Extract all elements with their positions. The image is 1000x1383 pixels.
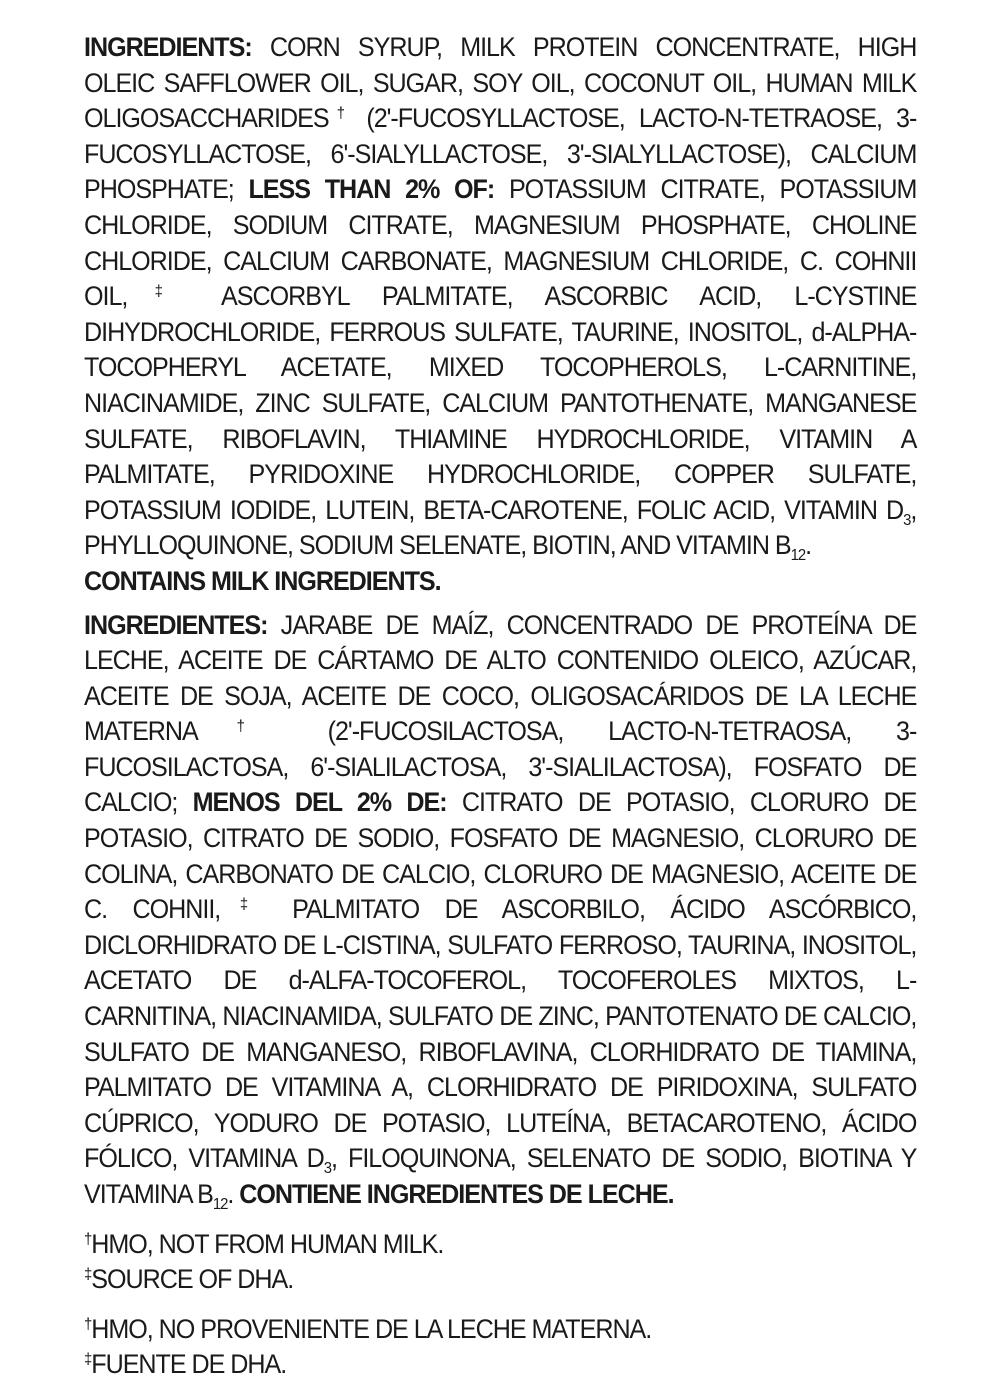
ingredients-text-en-1: CORN SYRUP, MILK PROTEIN CONCENTRATE, HIGH OLEIC SAFFLOWER OIL, SUGAR, SOY OIL, COCONUT OIL, HUMAN MILK OLIGOSACCHARIDES: [84, 32, 917, 134]
ingredients-text-es-2: (2'-FUCOSILACTOSA, LACTO-N-TETRAOSA, 3-FUCOSILACTOSA, 6'-SIALILACTOSA, 3'-SIALILACTOSA), FOSFATO DE CALCIO;: [84, 716, 917, 818]
double-dagger-mark: ‡: [84, 1266, 92, 1284]
footnote-hmo-es-text: HMO, NO PROVENIENTE DE LA LECHE MATERNA.: [91, 1313, 652, 1344]
ingredients-text-en-4: ASCORBYL PALMITATE, ASCORBIC ACID, L-CYSTINE DIHYDROCHLORIDE, FERROUS SULFATE, TAURINE, INOSITOL, d-ALPHA-TOCOPHERYL ACETATE, MIXED TOCOPHEROLS, L-CARNITINE, NIACINAMIDE, ZINC SULFATE, CALCIUM PANTOTHENATE, MANGANESE SULFATE, RIBOFLAVIN, THIAMINE HYDROCHLORIDE, VITAMIN A PALMITATE, PYRIDOXINE HYDROCHLORIDE, COPPER SULFATE, POTASSIUM IODIDE, LUTEIN, BETA-CAROTENE, FOLIC ACID, VITAMIN D: [84, 281, 917, 525]
ingredients-spanish-paragraph: [84, 608, 916, 1213]
ingredients-text-en-3: POTASSIUM CITRATE, POTASSIUM CHLORIDE, SODIUM CITRATE, MAGNESIUM PHOSPHATE, CHOLINE CHLORIDE, CALCIUM CARBONATE, MAGNESIUM CHLORIDE, C. COHNII OIL,: [84, 174, 917, 312]
ingredients-text-es-6: .: [227, 1179, 240, 1209]
subscript-3: 3: [903, 511, 911, 529]
footnotes-spanish: [84, 1312, 916, 1383]
ingredients-text-en-2: (2'-FUCOSYLLACTOSE, LACTO-N-TETRAOSE, 3-FUCOSYLLACTOSE, 6'-SIALYLLACTOSE, 3'-SIALYLLACTOSE), CALCIUM PHOSPHATE;: [84, 103, 917, 205]
footnote-hmo-en-text: HMO, NOT FROM HUMAN MILK.: [91, 1228, 444, 1259]
footnote-dha-en: [84, 1262, 916, 1298]
ingredients-text-es-4: PALMITATO DE ASCORBILO, ÁCIDO ASCÓRBICO, DICLORHIDRATO DE L-CISTINA, SULFATO FERROSO, TAURINA, INOSITOL, ACETATO DE d-ALFA-TOCOFEROL, TOCOFEROLES MIXTOS, L-CARNITINA, NIACINAMIDA, SULFATO DE ZINC, PANTOTENATO DE CALCIO, SULFATO DE MANGANESO, RIBOFLAVINA, CLORHIDRATO DE TIAMINA, PALMITATO DE VITAMINA A, CLORHIDRATO DE PIRIDOXINA, SULFATO CÚPRICO, YODURO DE POTASIO, LUTEÍNA, BETACAROTENO, ÁCIDO FÓLICO, VITAMINA D: [84, 894, 917, 1174]
ingredients-text-en-5: , PHYLLOQUINONE, SODIUM SELENATE, BIOTIN, AND VITAMIN B: [84, 494, 917, 561]
subscript-3: 3: [323, 1160, 331, 1178]
double-dagger-mark: ‡: [127, 283, 190, 301]
dagger-mark: †: [328, 105, 353, 123]
menos-heading-es: MENOS DEL 2% DE:: [192, 787, 447, 818]
footnote-dha-en-text: SOURCE OF DHA.: [91, 1264, 294, 1295]
less-than-heading-en: LESS THAN 2% OF:: [248, 174, 495, 205]
ingredients-english-paragraph: [84, 30, 916, 600]
footnote-hmo-es: [84, 1312, 916, 1348]
ingredients-heading-es: INGREDIENTES:: [84, 609, 268, 640]
ingredients-label-panel: [84, 30, 916, 1383]
ingredients-text-es-5: , FILOQUINONA, SELENATO DE SODIO, BIOTINA Y VITAMINA B: [84, 1143, 917, 1209]
dagger-mark: †: [84, 1230, 92, 1248]
ingredients-text-es-1: JARABE DE MAÍZ, CONCENTRADO DE PROTEÍNA DE LECHE, ACEITE DE CÁRTAMO DE ALTO CONTENIDO OLEICO, AZÚCAR, ACEITE DE SOJA, ACEITE DE COCO, OLIGOSACÁRIDOS DE LA LECHE MATERNA: [84, 609, 917, 747]
subscript-12: 12: [790, 547, 806, 565]
footnote-dha-es: [84, 1347, 916, 1383]
double-dagger-mark: ‡: [84, 1351, 92, 1369]
ingredients-text-en-6: .: [805, 530, 812, 561]
contains-statement-es: CONTIENE INGREDIENTES DE LECHE.: [239, 1179, 674, 1209]
subscript-12: 12: [212, 1196, 228, 1213]
dagger-mark: †: [197, 718, 283, 736]
footnote-hmo-en: [84, 1227, 916, 1263]
footnote-dha-es-text: FUENTE DE DHA.: [91, 1349, 287, 1380]
double-dagger-mark: ‡: [220, 896, 267, 914]
footnotes-english: [84, 1227, 916, 1298]
ingredients-text-es-3: CITRATO DE POTASIO, CLORURO DE POTASIO, CITRATO DE SODIO, FOSFATO DE MAGNESIO, CLORURO DE COLINA, CARBONATO DE CALCIO, CLORURO DE MAGNESIO, ACEITE DE C. COHNII,: [84, 787, 917, 925]
dagger-mark: †: [84, 1315, 92, 1333]
ingredients-heading-en: INGREDIENTS:: [84, 32, 252, 62]
contains-statement-en: CONTAINS MILK INGREDIENTS.: [84, 565, 441, 596]
